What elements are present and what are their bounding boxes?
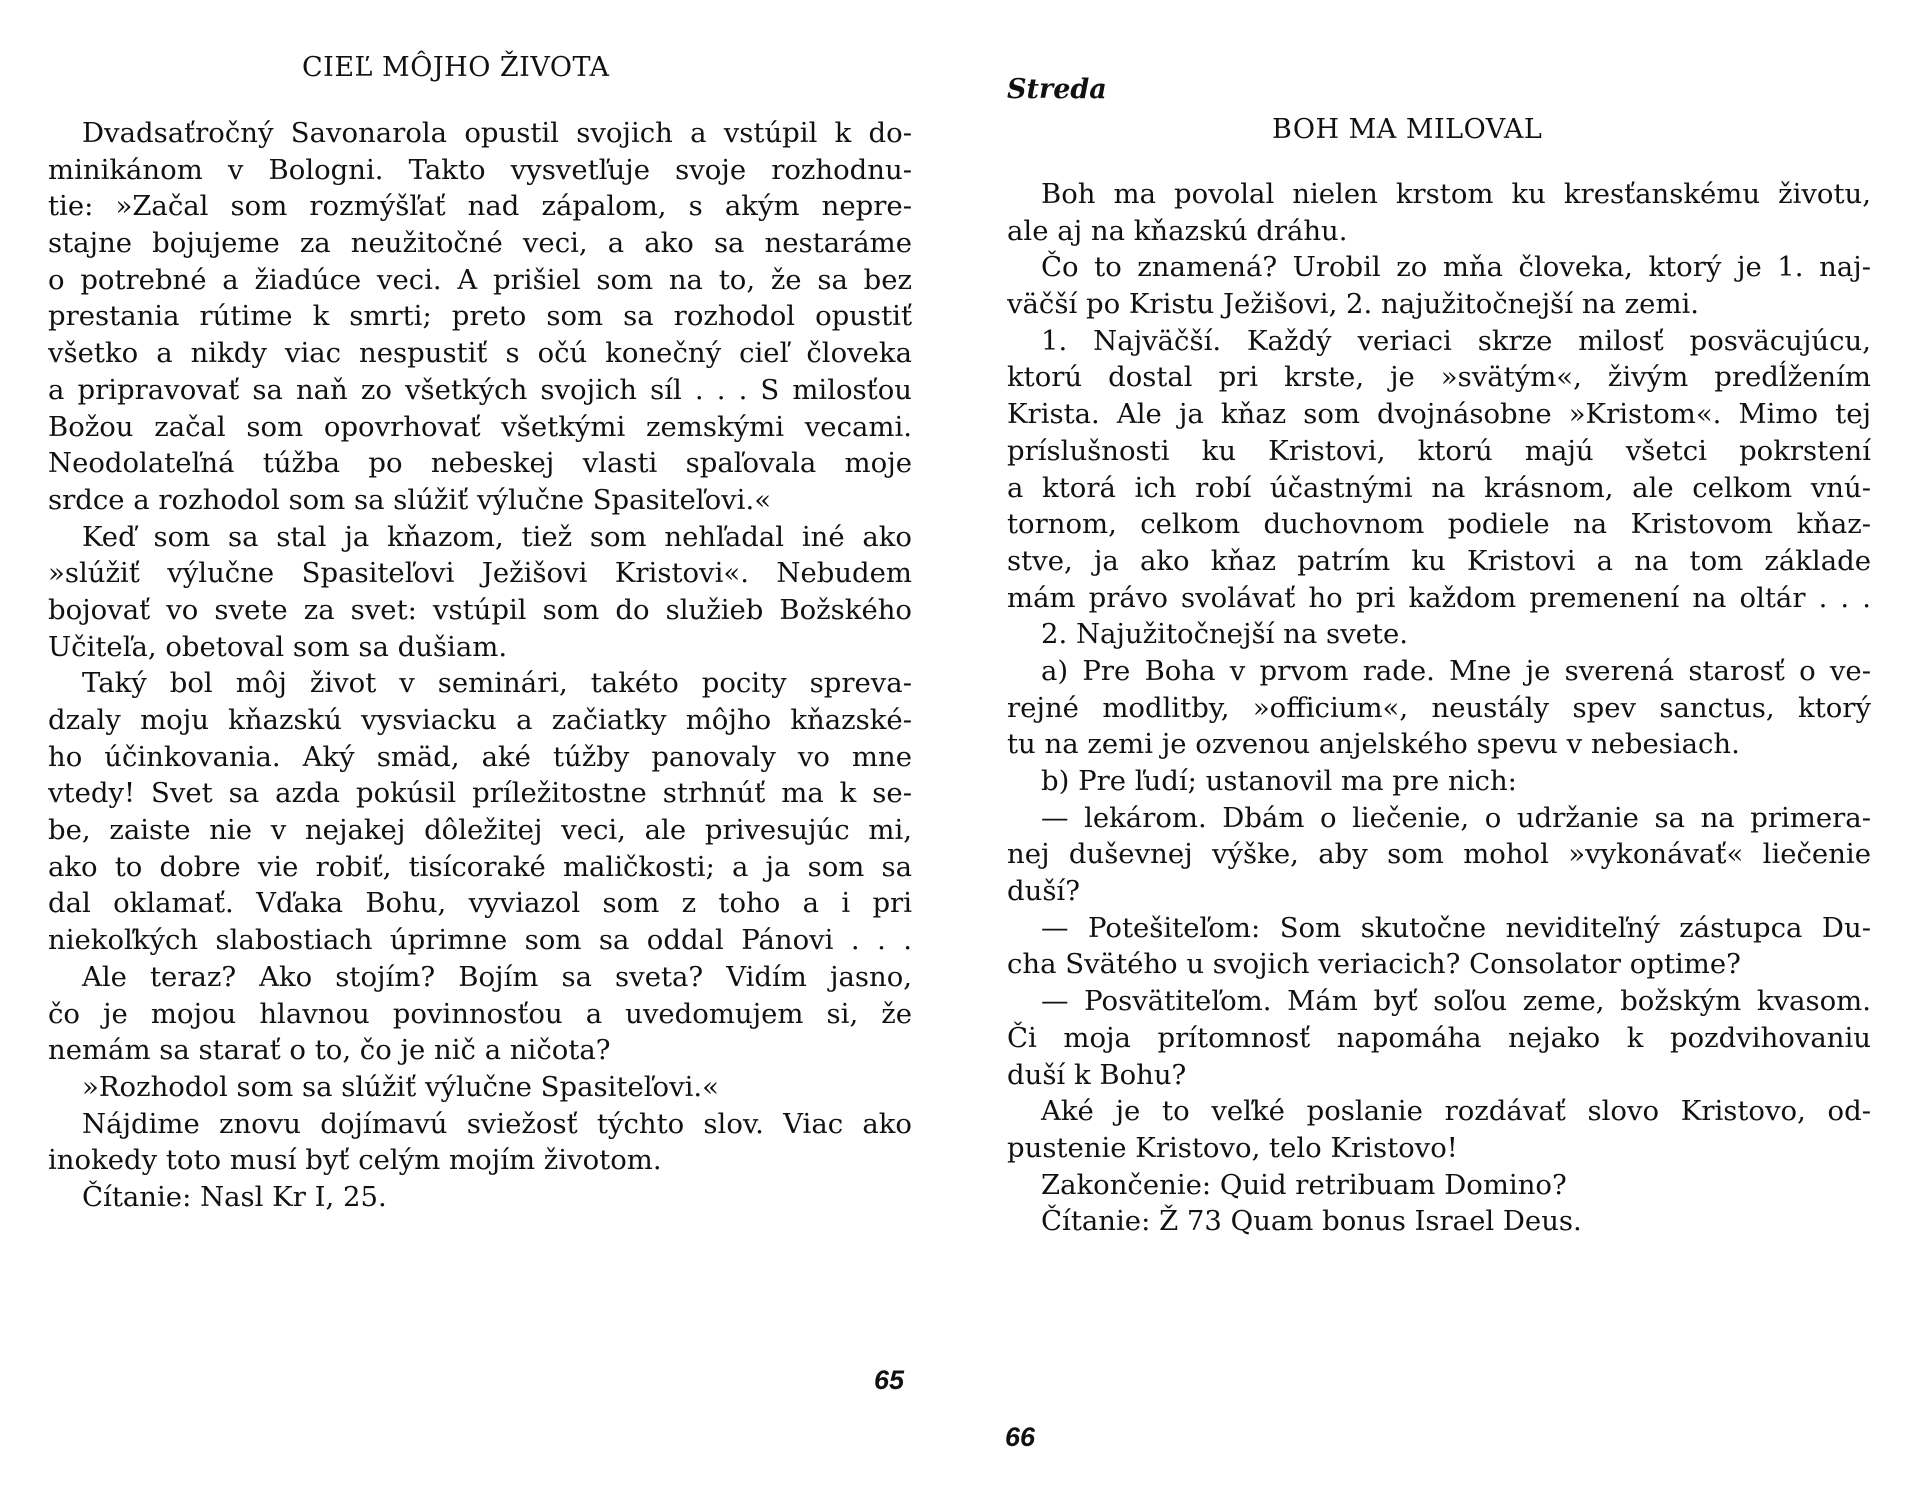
text-line: pustenie Kristovo, telo Kristovo! — [1007, 1131, 1458, 1164]
right-page — [953, 0, 1906, 1500]
text-line: dzaly moju kňazskú vysviacku a začiatky môjho kňazské- — [48, 704, 912, 736]
text-line: Čo to znamená? Urobil zo mňa človeka, ktorý je 1. naj- — [1041, 251, 1871, 284]
text-line: rejné modlitby, »officium«, neustály spev sanctus, ktorý — [1007, 691, 1871, 724]
text-line: ho účinkovania. Aký smäd, aké túžby panovaly vo mne — [48, 740, 912, 773]
text-line: dal oklamať. Vďaka Bohu, vyviazol som z toho a i pri — [48, 887, 912, 920]
text-line: o potrebné a žiadúce veci. A prišiel som na to, že sa bez — [48, 263, 912, 296]
text-line: b) Pre ľudí; ustanovil ma pre nich: — [1041, 765, 1517, 797]
text-line: — lekárom. Dbám o liečenie, o udržanie sa na primera- — [1041, 801, 1871, 834]
text-line: Či moja prítomnosť napomáha nejako k pozdvihovaniu — [1007, 1021, 1871, 1054]
text-line: 1. Najväčší. Každý veriaci skrze milosť posväcujúcu, — [1041, 324, 1871, 357]
text-line: »slúžiť výlučne Spasiteľovi Ježišovi Kristovi«. Nebudem — [48, 557, 912, 590]
text-line: — Potešiteľom: Som skutočne neviditeľný zástupca Du- — [1041, 911, 1871, 944]
text-line: minikánom v Bologni. Takto vysvetľuje svoje rozhodnu- — [48, 153, 912, 186]
text-line: Učiteľa, obetoval som sa dušiam. — [48, 630, 508, 663]
text-line: čo je mojou hlavnou povinnosťou a uvedomujem si, že — [48, 997, 912, 1030]
text-line: ale aj na kňazskú dráhu. — [1007, 214, 1348, 247]
text-line: všetko a nikdy viac nespustiť s očú konečný cieľ človeka — [48, 337, 912, 370]
text-line: Božou začal som opovrhovať všetkými zemskými vecami. — [48, 410, 912, 443]
text-line: stve, ja ako kňaz patrím ku Kristovi a na tom základe — [1007, 544, 1871, 577]
text-line: duší? — [1007, 875, 1080, 908]
text-line: Taký bol môj život v seminári, takéto pocity spreva- — [82, 667, 912, 700]
text-line: duší k Bohu? — [1007, 1058, 1187, 1091]
page-number-65: 65 — [874, 1365, 905, 1395]
text-line: be, zaiste nie v nejakej dôležitej veci, ale privesujúc mi, — [48, 814, 912, 847]
text-line: Aké je to veľké poslanie rozdávať slovo Kristovo, od- — [1041, 1095, 1871, 1128]
text-line: srdce a rozhodol som sa slúžiť výlučne Spasiteľovi.« — [48, 483, 772, 516]
text-line: nej duševnej výške, aby som mohol »vykonávať« liečenie — [1007, 838, 1871, 871]
text-line: Boh ma povolal nielen krstom ku kresťanskému životu, — [1041, 178, 1871, 210]
left-page-title: CIEĽ MÔJHO ŽIVOTA — [302, 52, 610, 83]
text-line: inokedy toto musí byť celým mojím životom. — [48, 1144, 662, 1177]
text-line: Nájdime znovu dojímavú sviežosť týchto slov. Viac ako — [82, 1107, 912, 1140]
text-line: Ale teraz? Ako stojím? Bojím sa sveta? Vidím jasno, — [82, 960, 912, 993]
text-line: väčší po Kristu Ježišovi, 2. najužitočnejší na zemi. — [1007, 288, 1700, 321]
text-line: prestania rútime k smrti; preto som sa rozhodol opustiť — [48, 300, 912, 333]
text-line: niekoľkých slabostiach úprimne som sa oddal Pánovi . . . — [48, 924, 912, 957]
text-line: 2. Najužitočnejší na svete. — [1041, 618, 1408, 651]
text-line: Keď som sa stal ja kňazom, tiež som nehľadal iné ako — [82, 520, 912, 553]
text-line: vtedy! Svet sa azda pokúsil príležitostne strhnúť ma k se- — [48, 777, 912, 810]
text-line: nemám sa starať o to, čo je nič a ničota? — [48, 1034, 611, 1067]
right-page-body — [1007, 176, 1871, 1240]
text-line: tie: »Začal som rozmýšľať nad zápalom, s akým nepre- — [48, 190, 912, 223]
text-line: »Rozhodol som sa slúžiť výlučne Spasiteľovi.« — [82, 1070, 719, 1103]
text-line: bojovať vo svete za svet: vstúpil som do služieb Božského — [48, 593, 912, 626]
text-line: Dvadsaťročný Savonarola opustil svojich a vstúpil k do- — [82, 117, 912, 149]
text-line: a pripravovať sa naň zo všetkých svojich síl . . . S milosťou — [48, 373, 912, 406]
text-line: a) Pre Boha v prvom rade. Mne je sverená starosť o ve- — [1041, 654, 1871, 687]
text-line: Neodolateľná túžba po nebeskej vlasti spaľovala moje — [48, 447, 912, 480]
text-line: — Posvätiteľom. Mám byť soľou zeme, božským kvasom. — [1041, 985, 1871, 1018]
text-line: tu na zemi je ozvenou anjelského spevu v nebesiach. — [1007, 728, 1740, 761]
text-line: Krista. Ale ja kňaz som dvojnásobne »Kristom«. Mimo tej — [1007, 398, 1871, 431]
text-line: mám právo svolávať ho pri každom premenení na oltár . . . — [1007, 581, 1871, 614]
text-line: Čítanie: Ž 73 Quam bonus Israel Deus. — [1041, 1205, 1582, 1238]
text-line: stajne bojujeme za neužitočné veci, a ako sa nestaráme — [48, 227, 912, 260]
text-line: Čítanie: Nasl Kr I, 25. — [82, 1180, 387, 1213]
left-page-body — [48, 115, 912, 1216]
text-line: tornom, celkom duchovnom podiele na Kristovom kňaz- — [1007, 508, 1871, 541]
right-page-title: BOH MA MILOVAL — [1272, 114, 1543, 145]
text-line: Zakončenie: Quid retribuam Domino? — [1041, 1168, 1567, 1201]
text-line: a ktorá ich robí účastnými na krásnom, ale celkom vnú- — [1007, 471, 1871, 504]
text-line: príslušnosti ku Kristovi, ktorú majú všetci pokrstení — [1007, 434, 1871, 467]
text-line: ako to dobre vie robiť, tisícoraké maličkosti; a ja som sa — [48, 850, 912, 883]
text-line: cha Svätého u svojich veriacich? Consolator optime? — [1007, 948, 1741, 981]
page-number-66: 66 — [1005, 1422, 1036, 1452]
text-line: ktorú dostal pri krste, je »svätým«, živým predĺžením — [1007, 361, 1871, 394]
day-label: Streda — [1007, 74, 1107, 105]
